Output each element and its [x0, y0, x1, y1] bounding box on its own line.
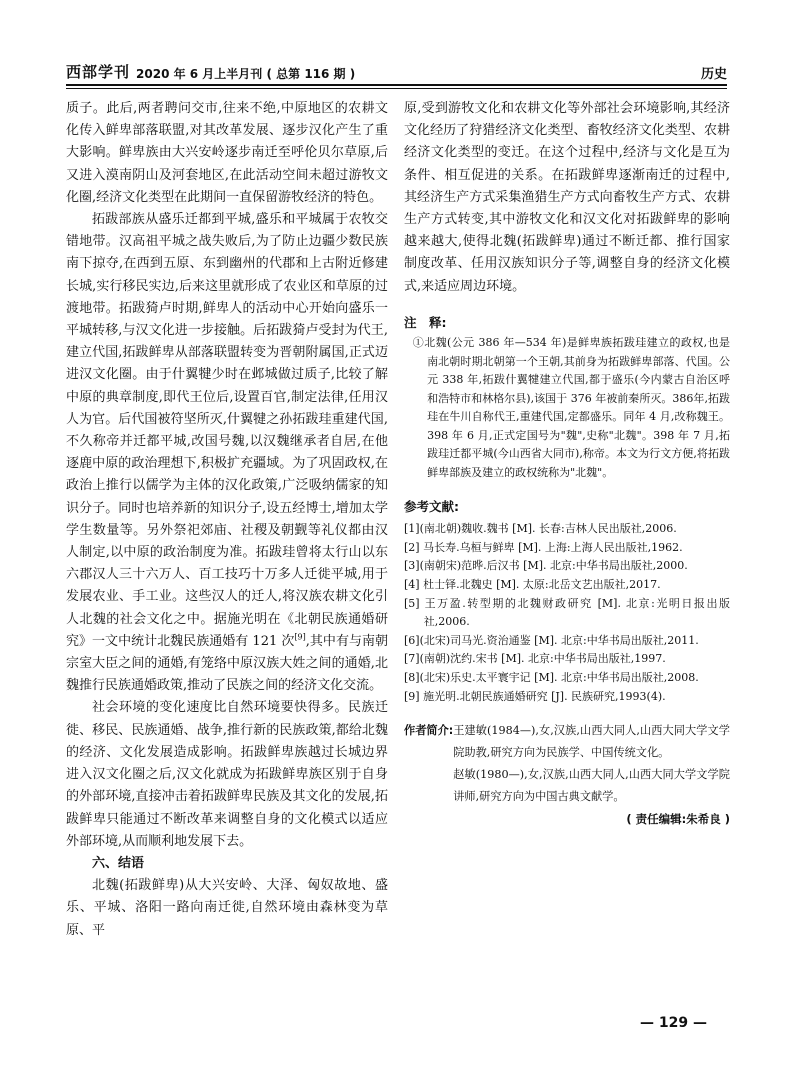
header-rule-thin: [66, 88, 727, 89]
note-item: ①北魏(公元 386 年—534 年)是鲜卑族拓跋珪建立的政权,也是南北朝时期北朝第一个王朝,其前身为拓跋鲜卑部落、代国。公元 338 年,拓跋什翼犍建立代国,都于盛乐(今内蒙古自治区呼和浩特市和林格尔县),该国于 376 年被前秦所灭。386年,拓跋珪在牛川自称代王,重建代国,定都盛乐。同年 4 月,改称魏王。398 年 6 月,正式定国号为"魏",史称"北魏"。398 年 7 月,拓跋珪迁都平城(今山西省大同市),称帝。本文为行文方便,将拓跋鲜卑部族及建立的政权统称为"北魏"。: [412, 336, 730, 479]
left-column: [66, 98, 388, 942]
issue-info: 2020 年 6 月上半月刊 ( 总第 116 期 ): [136, 67, 356, 81]
paragraph: [66, 209, 388, 697]
reference-item: [1](南北朝)魏收.魏书 [M]. 长春:吉林人民出版社,2006.: [404, 522, 677, 536]
reference-item: [4] 杜士铎.北魏史 [M]. 太原:北岳文艺出版社,2017.: [404, 578, 661, 592]
section-heading: 六、结语: [92, 855, 145, 871]
references-heading: 参考文献:: [404, 499, 459, 515]
section-label: 历史: [700, 67, 727, 82]
author-bio-label: 作者简介:: [404, 724, 454, 738]
author-bio-entry: 王建敏(1984—),女,汉族,山西大同人,山西大同大学文学院助教,研究方向为民族学、中国传统文化。: [453, 724, 730, 760]
reference-item: [5] 王万盈.转型期的北魏财政研究 [M]. 北京:光明日报出版社,2006.: [404, 596, 730, 629]
right-column: [404, 98, 730, 830]
author-bio-body: [453, 720, 730, 808]
reference-item: [8](北宋)乐史.太平寰宇记 [M]. 北京:中华书局出版社,2008.: [404, 670, 699, 684]
paragraph: 社会环境的变化速度比自然环境要快得多。民族迁徙、移民、民族通婚、战争,推行新的民族政策,都给北魏的经济、文化发展造成影响。拓跋鲜卑族越过长城边界进入汉文化圈之后,汉文化就成为拓跋鲜卑族区别于自身的外部环境,直接冲击着拓跋鲜卑民族及其文化的发展,拓跋鲜卑只能通过不断改革来调整自身的文化模式以适应外部环境,从而顺利地发展下去。: [66, 700, 388, 849]
reference-item: [3](南朝宋)范晔.后汉书 [M]. 北京:中华书局出版社,2000.: [404, 559, 688, 573]
citation-marker: [9]: [294, 632, 306, 642]
notes-heading: 注 释:: [404, 314, 447, 330]
journal-logo: 西部学刊: [66, 63, 131, 81]
paragraph-text: 拓跋部族从盛乐迁都到平城,盛乐和平城属于农牧交错地带。汉高祖平城之战失败后,为了防止边疆少数民族南下掠夺,在西到五原、东到幽州的代郡和上古附近修建长城,实行移民实边,后来这里就形成了农业区和草原的过渡地带。拓跋猗卢时期,鲜卑人的活动中心开始向盛乐一平城转移,与汉文化进一步接触。后拓跋猗卢受封为代王,建立代国,拓跋鲜卑从部落联盟转变为晋朝附属国,正式迈进汉文化圈。由于什翼犍少时在邺城做过质子,比较了解中原的典章制度,即代王位后,设置百官,制定法律,任用汉人为官。后代国被符坚所灭,什翼犍之孙拓跋珪重建代国,不久称帝并迁都平城,改国号魏,以汉魏继承者自居,在他逐鹿中原的政治理想下,积极扩充疆域。为了巩固政权,在政治上推行以儒学为主体的汉化政策,广泛吸纳儒家的知识分子。同时也培养新的知识分子,设五经博士,增加太学学生数量等。另外祭祀郊庙、社稷及朝觐等礼仪都由汉人制定,以中原的政治制度为准。拓跋珪曾将太行山以东六郡汉人三十六万人、百工技巧十万多人迁徙平城,用于发展农业、手工业。这些汉人的迁人,将汉族农耕文化引人北魏的社会文化之中。据施光明在《北朝民族通婚研究》一文中统计北魏民族通婚有 121 次: [66, 212, 388, 649]
reference-item: [6](北宋)司马光.资治通鉴 [M]. 北京:中华书局出版社,2011.: [404, 633, 699, 647]
running-header: [66, 58, 727, 82]
reference-item: [9] 施光明.北朝民族通婚研究 [J]. 民族研究,1993(4).: [404, 689, 666, 703]
author-bio-entry: 赵敏(1980—),女,汉族,山西大同人,山西大同大学文学院讲师,研究方向为中国古典文献学。: [453, 768, 730, 804]
paragraph: 北魏(拓跋鲜卑)从大兴安岭、大泽、匈奴故地、盛乐、平城、洛阳一路向南迁徙,自然环境由森林变为草原、平: [66, 878, 388, 938]
paragraph-text: ,其中有与南朝宗室大臣之间的通婚,有笼络中原汉族大姓之间的通婚,北魏推行民族通婚政策,推动了民族之间的经济文化交流。: [66, 633, 388, 694]
reference-item: [7](南朝)沈约.宋书 [M]. 北京:中华书局出版社,1997.: [404, 652, 666, 666]
header-left: [66, 61, 355, 82]
header-rule-thick: [66, 84, 727, 86]
author-bio: [404, 720, 730, 808]
page-number: — 129 —: [640, 1015, 707, 1031]
editor-credit: ( 责任编辑:朱希良 ): [626, 812, 730, 827]
paragraph: 质子。此后,两者聘问交市,往来不绝,中原地区的农耕文化传入鲜卑部落联盟,对其改革发展、逐步汉化产生了重大影响。鲜卑族由大兴安岭逐步南迁至呼伦贝尔草原,后又进入漠南阴山及河套地区,在此活动空间未超过游牧文化圈,经济文化类型在此期间一直保留游牧经济的特色。: [66, 101, 388, 205]
paragraph: 原,受到游牧文化和农耕文化等外部社会环境影响,其经济文化经历了狩猎经济文化类型、畜牧经济文化类型、农耕经济文化类型的变迁。在这个过程中,经济与文化是互为条件、相互促进的关系。在拓跋鲜卑逐渐南迁的过程中,其经济生产方式采集渔猎生产方式向畜牧生产方式、农耕生产方式转变,其中游牧文化和汉文化对拓跋鲜卑的影响越来越大,使得北魏(拓跋鲜卑)通过不断迁都、推行国家制度改革、任用汉族知识分子等,调整自身的经济文化模式,来适应周边环境。: [404, 101, 730, 294]
reference-item: [2] 马长寿.乌桓与鲜卑 [M]. 上海:上海人民出版社,1962.: [404, 540, 683, 554]
